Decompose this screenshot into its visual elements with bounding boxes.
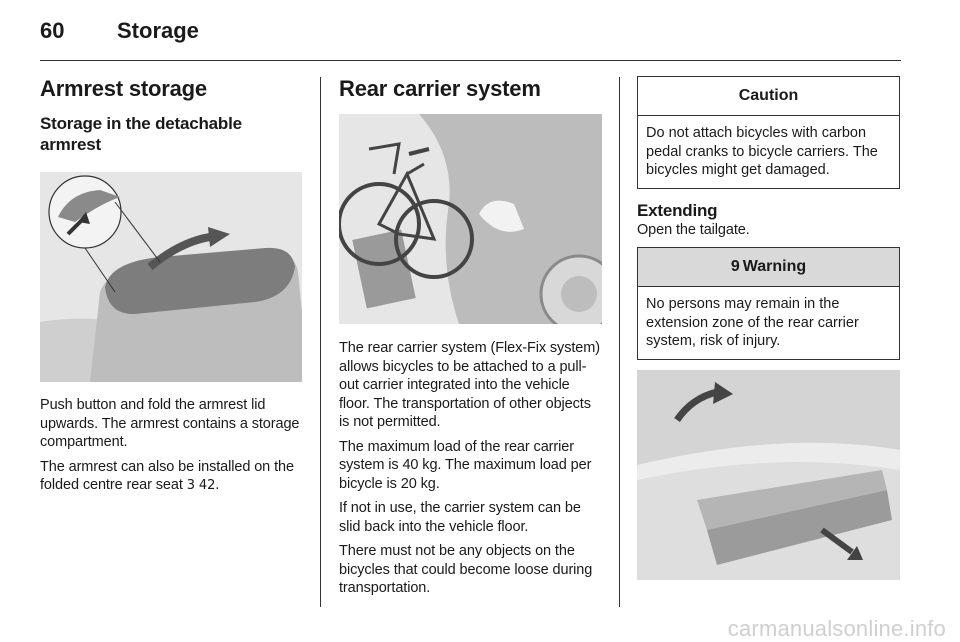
warning-text: No persons may remain in the extension zone of the rear carrier system, risk of injury. bbox=[646, 296, 859, 349]
carrier-paragraph-4: There must not be any objects on the bicycles that could become loose during transportation. bbox=[339, 543, 593, 596]
carrier-paragraph-1: The rear carrier system (Flex-Fix system) allows bicycles to be attached to a pull-out carrier integrated into the vehicle floor. The transportation of other objects is not permitted. bbox=[339, 340, 600, 430]
rear-carrier-heading: Rear carrier system bbox=[339, 76, 541, 101]
page-footer bbox=[0, 612, 960, 642]
extending-text: Open the tailgate. bbox=[637, 221, 750, 238]
column-divider-2 bbox=[619, 77, 620, 607]
page-header bbox=[0, 0, 960, 60]
caution-box bbox=[637, 76, 900, 189]
column-rear-carrier bbox=[339, 70, 602, 598]
carrier-paragraph-2: The maximum load of the rear carrier system is 40 kg. The maximum load per bicycle is 20 kg. bbox=[339, 438, 592, 492]
page-reference-icon: 3 42. bbox=[186, 478, 220, 493]
tailgate-carrier-illustration bbox=[637, 370, 900, 580]
warning-header bbox=[638, 248, 899, 287]
detachable-armrest-heading: Storage in the detachable armrest bbox=[40, 114, 242, 154]
armrest-paragraph-2 bbox=[40, 458, 302, 496]
column-extending bbox=[637, 70, 900, 580]
column-divider-1 bbox=[320, 77, 321, 607]
section-title: Storage bbox=[117, 18, 199, 43]
column-armrest bbox=[40, 70, 302, 496]
armrest-storage-heading: Armrest storage bbox=[40, 76, 207, 101]
warning-title: Warning bbox=[742, 258, 807, 275]
caution-title: Caution bbox=[638, 77, 899, 116]
page-number: 60 bbox=[40, 18, 65, 43]
caution-text: Do not attach bicycles with carbon pedal cranks to bicycle carriers. The bicycles might get damaged. bbox=[646, 125, 878, 178]
warning-triangle-icon: 9 bbox=[730, 258, 740, 275]
watermark: carmanualsonline.info bbox=[727, 616, 946, 641]
extending-heading: Extending bbox=[637, 200, 718, 220]
bicycle-carrier-illustration bbox=[339, 114, 602, 324]
warning-box bbox=[637, 247, 900, 360]
armrest-paragraph-1: Push button and fold the armrest lid upwards. The armrest contains a storage compartment. bbox=[40, 397, 300, 450]
carrier-paragraph-3: If not in use, the carrier system can be slid back into the vehicle floor. bbox=[339, 500, 581, 535]
armrest-illustration bbox=[40, 172, 302, 382]
armrest-paragraph-2-text: The armrest can also be installed on the folded centre rear seat bbox=[40, 458, 294, 493]
header-divider bbox=[40, 60, 901, 61]
